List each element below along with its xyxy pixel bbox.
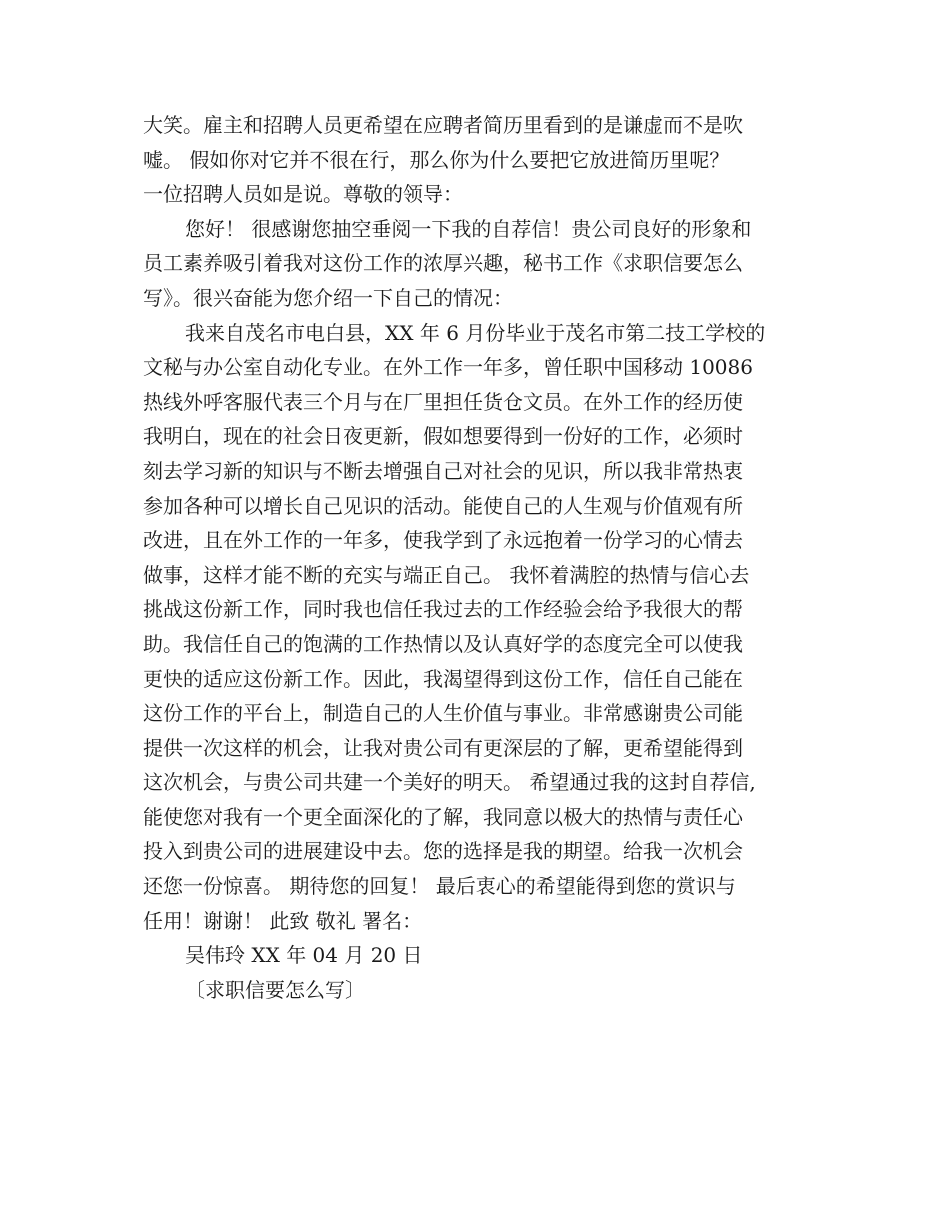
text-line: 能使您对我有一个更全面深化的了解，我同意以极大的热情与责任心 [143,804,743,829]
signature-date-line: 吴伟玲 XX 年 04 月 20 日 [185,943,423,968]
text-line: 还您一份惊喜。 期待您的回复！ 最后衷心的希望能得到您的赏识与 [143,874,736,899]
text-line: 大笑。雇主和招聘人员更希望在应聘者简历里看到的是谦虚而不是吹 [143,113,743,137]
text-line: 文秘与办公室自动化专业。在外工作一年多，曾任职中国移动 10086 [143,355,753,380]
text-line: 投入到贵公司的进展建设中去。您的选择是我的期望。给我一次机会 [143,839,743,864]
text-line: 写》。很兴奋能为您介绍一下自己的情况： [143,285,513,310]
text-line: 更快的适应这份新工作。因此，我渴望得到这份工作，信任自己能在 [143,666,743,691]
text-line: 嘘。 假如你对它并不很在行，那么你为什么要把它放进简历里呢？ [143,147,730,172]
text-line: 做事，这样才能不断的充实与端正自己。 我怀着满腔的热情与信心去 [143,562,750,587]
text-line: 参加各种可以增长自己见识的活动。能使自己的人生观与价值观有所 [143,493,743,518]
text-line: 刻去学习新的知识与不断去增强自己对社会的见识，所以我非常热衷 [143,458,743,483]
text-line: 任用！谢谢！ 此致 敬礼 署名： [143,908,423,933]
text-line: 您好！ 很感谢您抽空垂阅一下我的自荐信！贵公司良好的形象和 [185,216,752,241]
text-line: 热线外呼客服代表三个月与在厂里担任货仓文员。在外工作的经历使 [143,389,743,414]
text-line: 我来自茂名市电白县，XX 年 6 月份毕业于茂名市第二技工学校的 [185,320,766,345]
text-line: 这次机会，与贵公司共建一个美好的明天。 希望通过我的这封自荐信, [143,770,756,795]
text-line: 助。我信任自己的饱满的工作热情以及认真好学的态度完全可以使我 [143,631,743,656]
letter-body [143,108,823,1007]
title-footer-line: 〔求职信要怎么写〕 [185,977,365,1002]
text-line: 这份工作的平台上，制造自己的人生价值与事业。非常感谢贵公司能 [143,701,743,726]
text-line: 提供一次这样的机会，让我对贵公司有更深层的了解，更希望能得到 [143,735,743,760]
text-line: 改进，且在外工作的一年多，使我学到了永远抱着一份学习的心情去 [143,528,743,553]
text-line: 挑战这份新工作，同时我也信任我过去的工作经验会给予我很大的帮 [143,597,743,622]
text-line: 员工素养吸引着我对这份工作的浓厚兴趣，秘书工作《求职信要怎么 [143,251,743,276]
text-line: 一位招聘人员如是说。尊敬的领导： [143,182,463,207]
text-line: 我明白，现在的社会日夜更新，假如想要得到一份好的工作，必须时 [143,424,743,449]
